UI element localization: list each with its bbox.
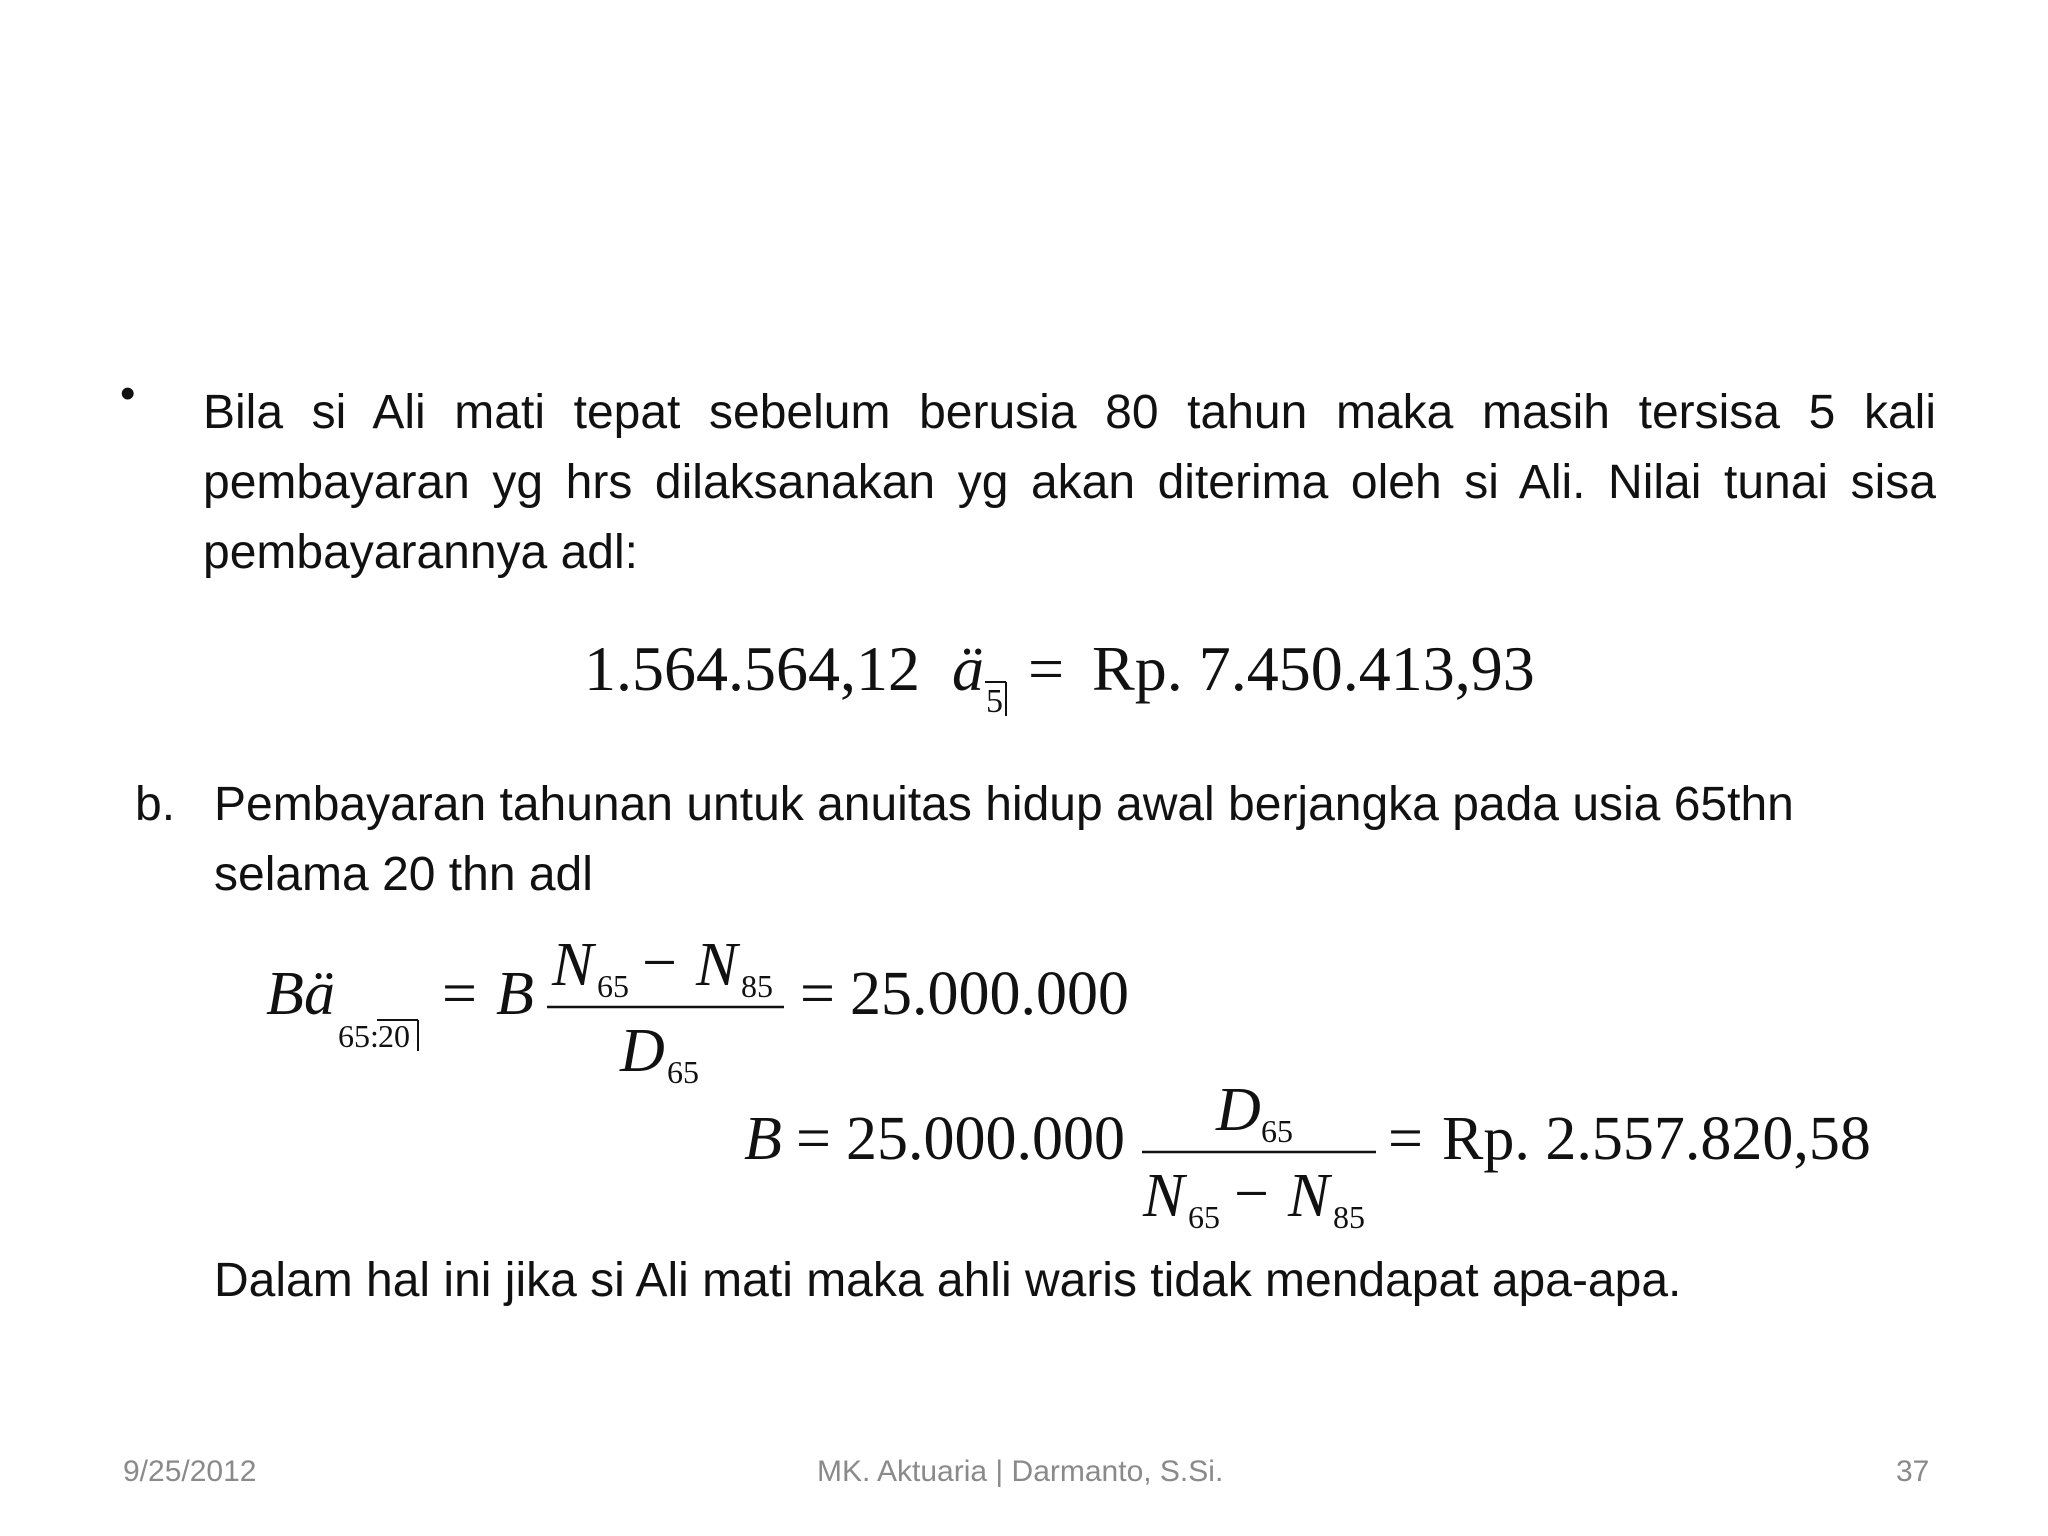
equation-2-lhs-subscript-term: 20	[378, 1018, 410, 1054]
equation-3-denominator-n1-sub: 65	[1188, 1199, 1220, 1235]
equation-3-value: 25.000.000	[846, 1105, 1125, 1173]
equation-3-minus: −	[1234, 1160, 1269, 1228]
equation-2-equals-result: =	[800, 960, 835, 1028]
closing-statement: Dalam hal ini jika si Ali mati maka ahli waris tidak mendapat apa-apa.	[214, 1254, 1682, 1307]
equation-2-numerator-n1: N	[552, 935, 594, 999]
equation-2-result: 25.000.000	[850, 960, 1129, 1028]
equation-2-equals: =	[442, 960, 477, 1028]
bullet-marker: •	[120, 369, 136, 418]
equation-1-term: 5	[986, 683, 1003, 720]
equation-1	[580, 612, 1580, 722]
equation-3-denominator-n1: N	[1143, 1162, 1185, 1230]
equation-2-numerator-n2-sub: 85	[741, 968, 773, 1004]
equation-1-equals: =	[1028, 633, 1065, 704]
equation-2-lhs-subscript-age: 65:	[338, 1018, 379, 1054]
list-label-b: b.	[135, 778, 176, 831]
paragraph-b: Pembayaran tahunan untuk anuitas hidup awal berjangka pada usia 65thn selama 20 thn adl	[214, 778, 1794, 901]
equation-2-minus: −	[642, 935, 677, 997]
equation-2-denominator-d: D	[620, 1017, 665, 1085]
equation-2-denominator-d-sub: 65	[667, 1054, 699, 1090]
equation-2-lhs-b: B	[266, 960, 304, 1028]
equation-3-denominator-n2-sub: 85	[1333, 1199, 1365, 1235]
equation-3	[740, 1080, 1880, 1250]
equation-3-equals: =	[796, 1105, 831, 1173]
equation-2-numerator-n1-sub: 65	[597, 968, 629, 1004]
equation-3-lhs-b: B	[744, 1105, 782, 1173]
equation-2-lhs-annuity: ä	[304, 960, 335, 1028]
equation-2-numerator-n2: N	[696, 935, 738, 999]
footer-page-number: 37	[1896, 1455, 1930, 1488]
footer-author: MK. Aktuaria | Darmanto, S.Si.	[817, 1455, 1224, 1488]
paragraph-a: Bila si Ali mati tepat sebelum berusia 80 tahun maka masih tersisa 5 kali pembayaran yg hrs dilaksanakan yg akan diterima oleh si Ali. Nilai tunai sisa pembayarannya adl:	[203, 386, 1936, 579]
footer-date: 9/25/2012	[123, 1455, 257, 1488]
equation-1-annuity-symbol: ä	[952, 633, 984, 704]
equation-3-numerator-d-sub: 65	[1261, 1113, 1293, 1149]
equation-3-equals-result: =	[1388, 1105, 1423, 1173]
equation-3-result: Rp. 2.557.820,58	[1442, 1105, 1871, 1173]
equation-1-coefficient: 1.564.564,12	[584, 633, 920, 704]
equation-2-rhs-b: B	[496, 960, 534, 1028]
equation-3-numerator-d: D	[1216, 1080, 1261, 1144]
equation-1-result: Rp. 7.450.413,93	[1092, 633, 1535, 704]
equation-3-denominator-n2: N	[1288, 1162, 1330, 1230]
